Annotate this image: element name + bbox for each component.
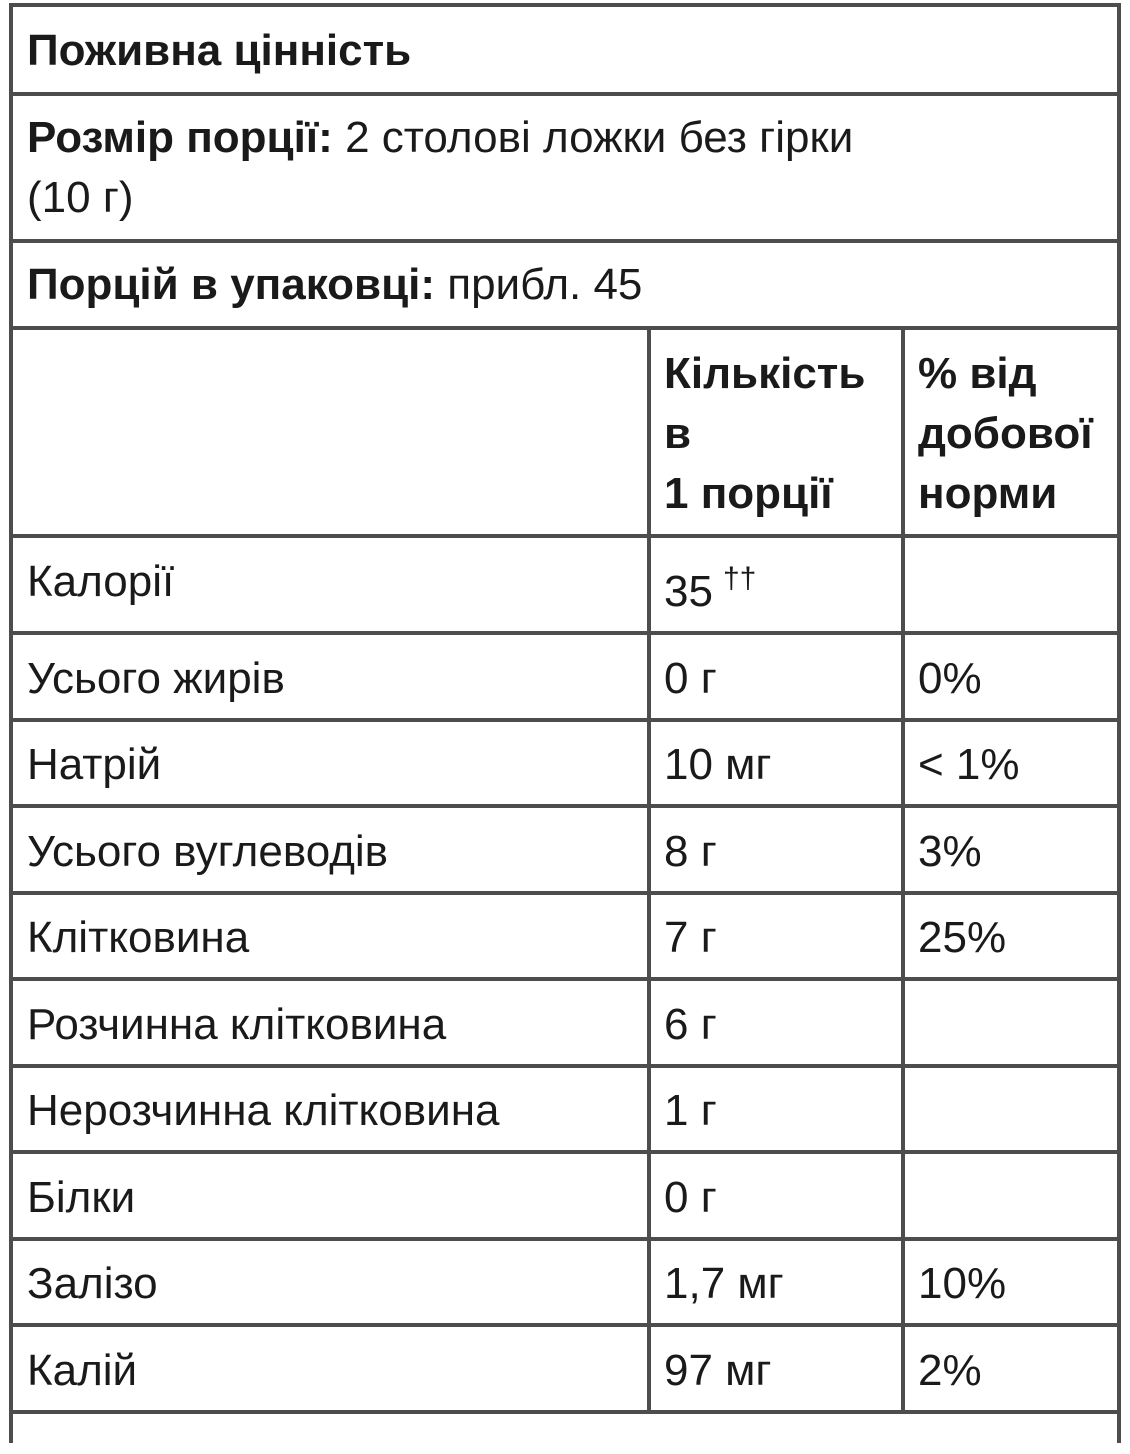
amount-value: 0 г (664, 654, 717, 703)
nutrient-name-cell (13, 1068, 651, 1150)
amount-cell (651, 722, 905, 804)
table-row (13, 1241, 1117, 1327)
amount-cell (651, 1068, 905, 1150)
nutrient-name: Клітковина (27, 913, 250, 962)
table-row (13, 1327, 1117, 1414)
nutrient-name-cell (13, 981, 651, 1064)
header-dv-cell (905, 330, 1117, 534)
nutrient-name-cell (13, 808, 651, 891)
amount-value: 97 мг (664, 1346, 772, 1395)
amount-value (664, 562, 756, 627)
table-row (13, 635, 1117, 722)
amount-value: 1 г (664, 1086, 717, 1135)
servings-per-container-row (13, 243, 1117, 330)
nutrient-name: Білки (27, 1173, 136, 1222)
dv-cell (905, 538, 1117, 631)
nutrient-name-cell (13, 1241, 651, 1323)
servings-per-container (27, 255, 1107, 315)
nutrient-name: Розчинна клітковина (27, 1000, 447, 1049)
amount-cell (651, 808, 905, 891)
dv-value: 10% (918, 1259, 1007, 1308)
dv-value: < 1% (918, 740, 1020, 789)
table-row (13, 1068, 1117, 1154)
table-title: Поживна цінність (27, 26, 412, 75)
header-amount-line1: Кількість (664, 349, 866, 398)
header-dv-line2: добової (918, 409, 1093, 458)
servings-per-container-label: Порцій в упаковці: (27, 260, 436, 309)
amount-value: 6 г (664, 1000, 717, 1049)
amount-cell (651, 635, 905, 718)
calories-amount: 35 (664, 567, 713, 616)
nutrient-name-cell (13, 895, 651, 977)
amount-value: 1,7 мг (664, 1259, 784, 1308)
header-dv-line3: норми (918, 469, 1058, 518)
amount-value: 0 г (664, 1173, 717, 1222)
amount-value: 10 мг (664, 740, 772, 789)
serving-size-row (13, 96, 1117, 243)
nutrient-name-cell (13, 635, 651, 718)
amount-cell (651, 895, 905, 977)
amount-value: 7 г (664, 913, 717, 962)
table-row (13, 895, 1117, 981)
dv-cell (905, 1154, 1117, 1237)
serving-size-line2: (10 г) (27, 173, 134, 222)
header-amount-line3: 1 порції (664, 469, 833, 518)
dv-cell (905, 981, 1117, 1064)
amount-cell (651, 1241, 905, 1323)
dv-cell (905, 722, 1117, 804)
dv-cell (905, 635, 1117, 718)
serving-size-value: 2 столові ложки без гірки (332, 113, 854, 162)
table-row (13, 722, 1117, 808)
nutrient-name-cell (13, 1327, 651, 1410)
table-row (13, 808, 1117, 895)
table-row (13, 538, 1117, 635)
dv-cell (905, 808, 1117, 891)
table-row-partial (13, 1414, 1117, 1454)
serving-size-label: Розмір порції: (27, 113, 333, 162)
header-dv-line1: % від (918, 349, 1037, 398)
nutrient-name: Натрій (27, 740, 162, 789)
dv-value: 3% (918, 827, 982, 876)
dv-cell (905, 1068, 1117, 1150)
nutrition-facts-table (9, 3, 1121, 1443)
table-row (13, 981, 1117, 1068)
title-row (13, 7, 1117, 96)
nutrient-name-cell (13, 722, 651, 804)
amount-cell (651, 538, 905, 631)
nutrient-name: Усього жирів (27, 654, 285, 703)
dv-cell (905, 895, 1117, 977)
nutrient-name-cell (13, 1154, 651, 1237)
dv-value: 25% (918, 913, 1007, 962)
nutrient-name: Калорії (27, 557, 175, 606)
serving-size-line1 (27, 108, 1107, 168)
header-nutrient-cell (13, 330, 651, 534)
dv-value: 2% (918, 1346, 982, 1395)
dv-cell (905, 1327, 1117, 1410)
nutrient-name: Залізо (27, 1259, 158, 1308)
dv-cell (905, 1241, 1117, 1323)
servings-per-container-value: прибл. 45 (435, 260, 643, 309)
table-row (13, 1154, 1117, 1241)
nutrient-name: Калій (27, 1346, 138, 1395)
header-amount-cell (651, 330, 905, 534)
nutrient-name: Нерозчинна клітковина (27, 1086, 500, 1135)
nutrient-name-cell (13, 538, 651, 631)
dv-value: 0% (918, 654, 982, 703)
nutrient-name: Усього вуглеводів (27, 827, 389, 876)
amount-cell (651, 1154, 905, 1237)
amount-value: 8 г (664, 827, 717, 876)
header-amount-line2: в (664, 409, 692, 458)
footnote-marker: †† (722, 562, 757, 595)
amount-cell (651, 1327, 905, 1410)
amount-cell (651, 981, 905, 1064)
column-header-row (13, 330, 1117, 538)
